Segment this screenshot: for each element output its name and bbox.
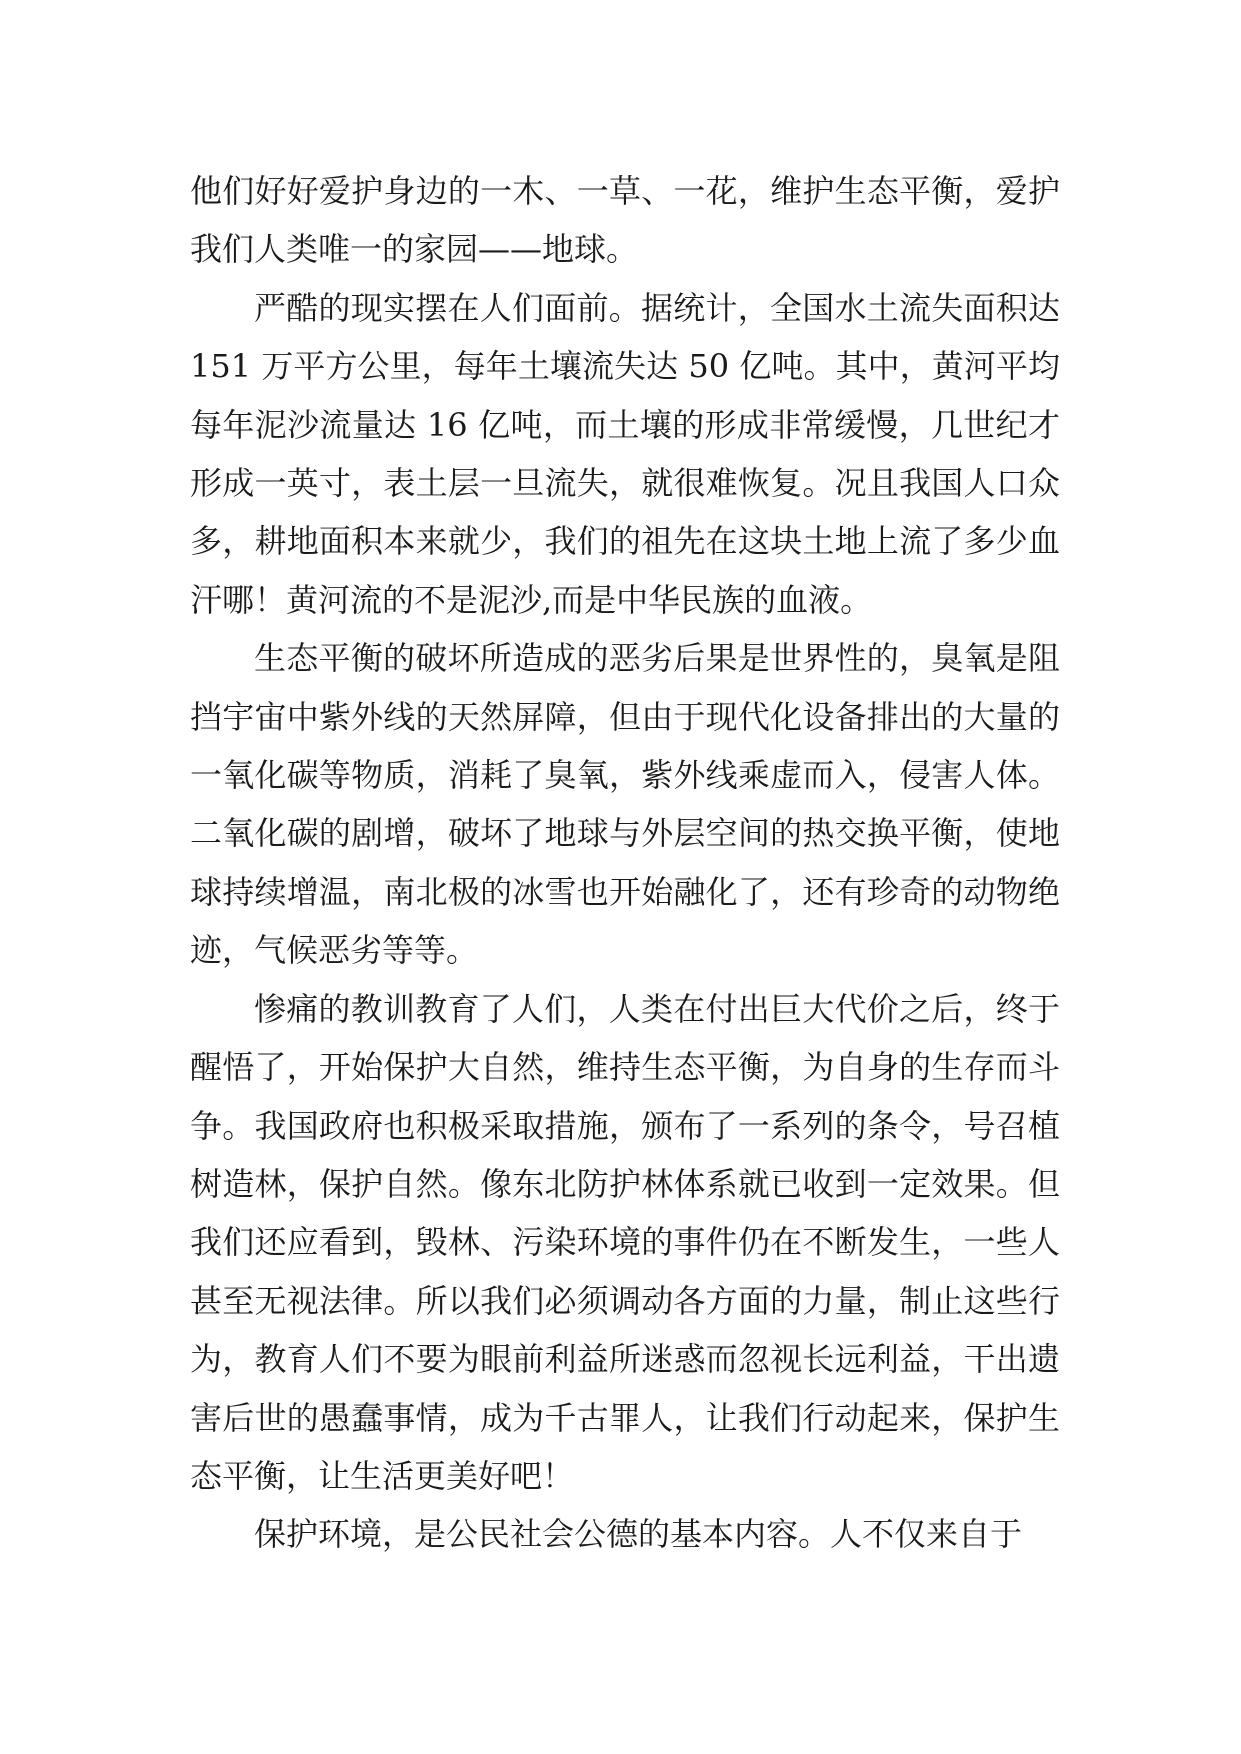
- document-body: [190, 162, 1060, 1564]
- paragraph-continued: 他们好好爱护身边的一木、一草、一花，维护生态平衡，爱护我们人类唯一的家园——地球。: [190, 172, 1060, 269]
- paragraph-lessons: 惨痛的教训教育了人们，人类在付出巨大代价之后，终于醒悟了，开始保护大自然，维持生态平衡，为自身的生存而斗争。我国政府也积极采取措施，颁布了一系列的条令，号召植树造林，保护自然。像东北防护林体系就已收到一定效果。但我们还应看到，毁林、污染环境的事件仍在不断发生，一些人甚至无视法律。所以我们必须调动各方面的力量，制止这些行为，教育人们不要为眼前利益所迷惑而忽视长远利益，干出遗害后世的愚蠢事情，成为千古罪人，让我们行动起来，保护生态平衡，让生活更美好吧！: [190, 989, 1060, 1495]
- paragraph-statistics: 严酷的现实摆在人们面前。据统计，全国水土流失面积达 151 万平方公里，每年土壤流失达 50 亿吨。其中，黄河平均每年泥沙流量达 16 亿吨，而土壤的形成非常缓慢，几世纪才形成一英寸，表土层一旦流失，就很难恢复。况且我国人口众多，耕地面积本来就少，我们的祖先在这块土地上流了多少血汗哪！黄河流的不是泥沙,而是中华民族的血液。: [190, 288, 1060, 619]
- paragraph-global-impact: 生态平衡的破坏所造成的恶劣后果是世界性的，臭氧是阻挡宇宙中紫外线的天然屏障，但由于现代化设备排出的大量的一氧化碳等物质，消耗了臭氧，紫外线乘虚而入，侵害人体。二氧化碳的剧增，破坏了地球与外层空间的热交换平衡，使地球持续增温，南北极的冰雪也开始融化了，还有珍奇的动物绝迹，气候恶劣等等。: [190, 639, 1060, 970]
- paragraph-public-morality: 保护环境，是公民社会公德的基本内容。人不仅来自于: [254, 1515, 1023, 1554]
